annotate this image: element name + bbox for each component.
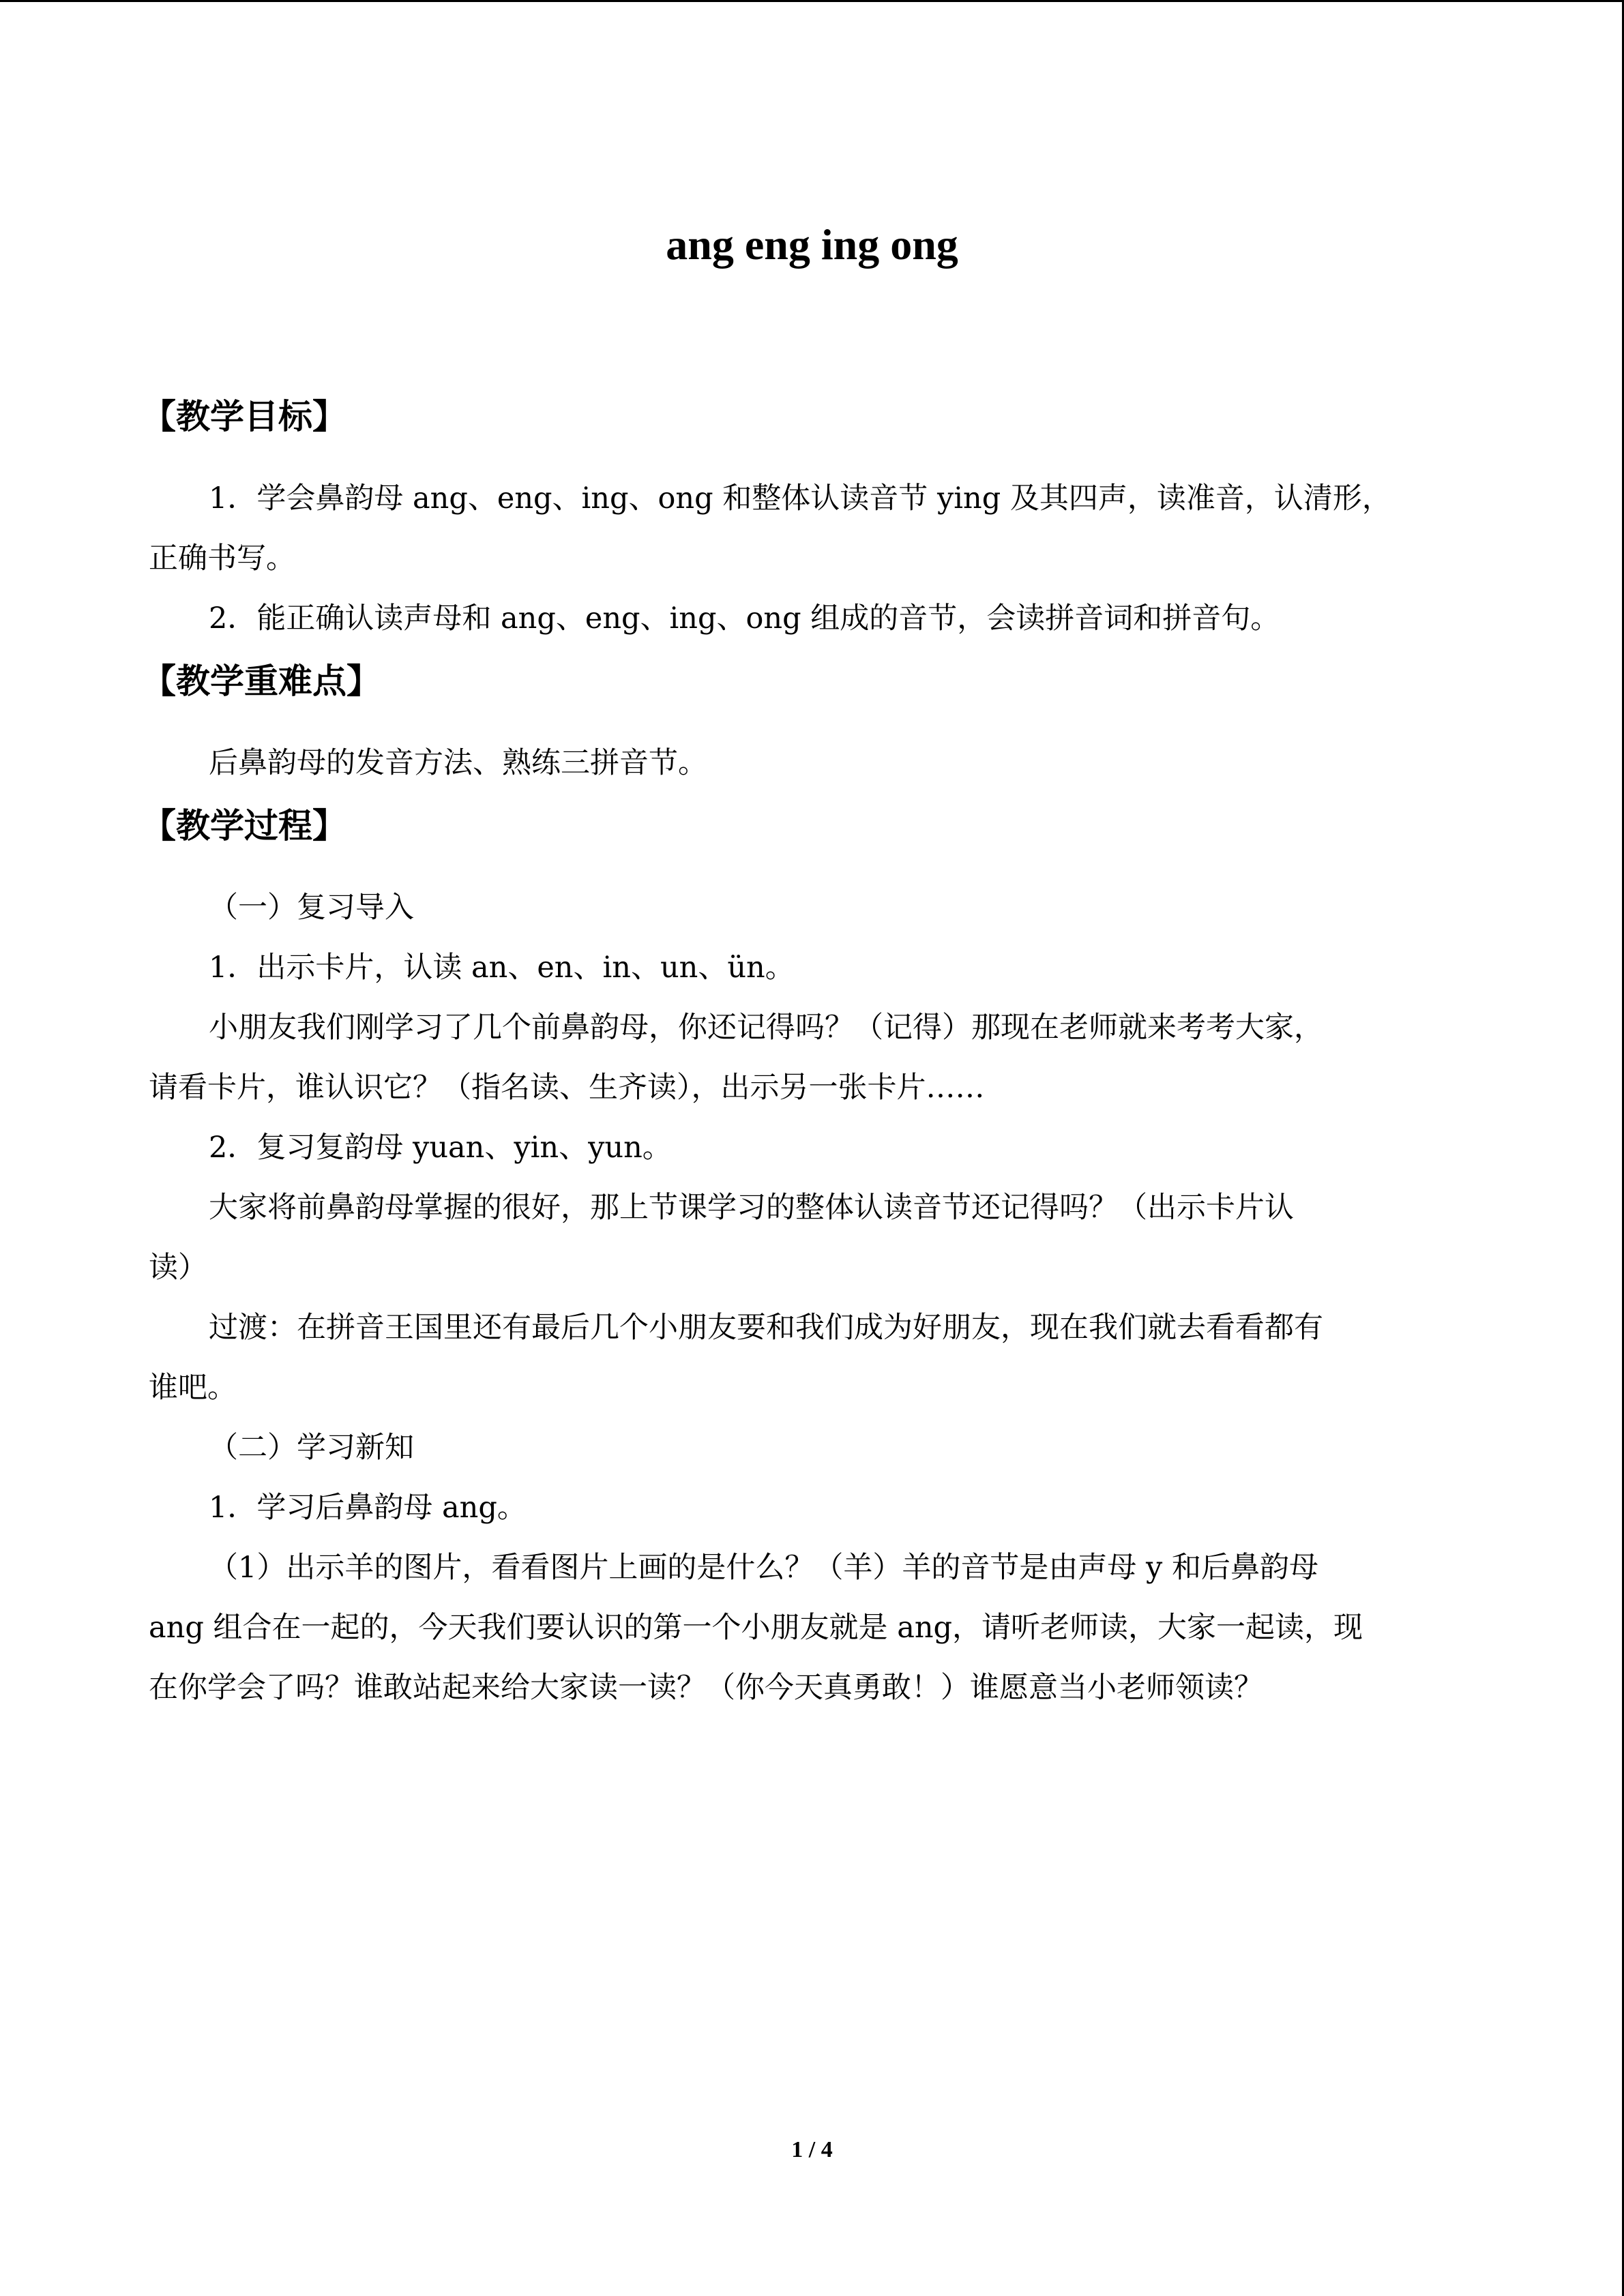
process-transition-line-2: 谁吧。 bbox=[149, 1371, 237, 1405]
process-step-2-text-line-1: 大家将前鼻韵母掌握的很好，那上节课学习的整体认读音节还记得吗？（出示卡片认 bbox=[209, 1191, 1294, 1225]
process-new-1-text-line-2: ang 组合在一起的，今天我们要认识的第一个小朋友就是 ang，请听老师读，大家一起读，现 bbox=[149, 1611, 1363, 1645]
process-part-2-title: （二）学习新知 bbox=[209, 1431, 414, 1465]
document-title: ang eng ing ong bbox=[666, 220, 958, 269]
process-new-1-text-line-1: （1）出示羊的图片，看看图片上画的是什么？（羊）羊的音节是由声母 y 和后鼻韵母 bbox=[209, 1551, 1318, 1585]
process-step-1-text-line-1: 小朋友我们刚学习了几个前鼻韵母，你还记得吗？（记得）那现在老师就来考考大家， bbox=[209, 1011, 1323, 1045]
difficulties-text: 后鼻韵母的发音方法、熟练三拼音节。 bbox=[209, 746, 707, 780]
page-number: 1 / 4 bbox=[791, 2137, 833, 2162]
section-heading-process: 【教学过程】 bbox=[142, 806, 346, 846]
goal-item-2: 2．能正确认读声母和 ang、eng、ing、ong 组成的音节，会读拼音词和拼音句。 bbox=[209, 601, 1280, 636]
process-transition-line-1: 过渡：在拼音王国里还有最后几个小朋友要和我们成为好朋友，现在我们就去看看都有 bbox=[209, 1311, 1323, 1345]
section-heading-difficulties: 【教学重难点】 bbox=[142, 661, 381, 701]
section-heading-goals: 【教学目标】 bbox=[142, 397, 346, 436]
process-step-1-text-line-2: 请看卡片，谁认识它？（指名读、生齐读），出示另一张卡片…… bbox=[149, 1071, 985, 1105]
process-new-1-text-line-3: 在你学会了吗？谁敢站起来给大家读一读？（你今天真勇敢！）谁愿意当小老师领读？ bbox=[149, 1671, 1263, 1705]
process-new-1: 1．学习后鼻韵母 ang。 bbox=[209, 1491, 527, 1525]
process-step-2-text-line-2: 读） bbox=[149, 1251, 207, 1285]
process-step-2: 2．复习复韵母 yuan、yin、yun。 bbox=[209, 1131, 672, 1165]
goal-item-1-line-2: 正确书写。 bbox=[149, 541, 295, 576]
process-step-1: 1．出示卡片，认读 an、en、in、un、ün。 bbox=[209, 951, 795, 985]
document-body bbox=[142, 384, 1479, 1718]
process-part-1-title: （一）复习导入 bbox=[209, 891, 414, 925]
goal-item-1-line-1: 1．学会鼻韵母 ang、eng、ing、ong 和整体认读音节 ying 及其四声，读准音，认清形， bbox=[209, 481, 1391, 516]
